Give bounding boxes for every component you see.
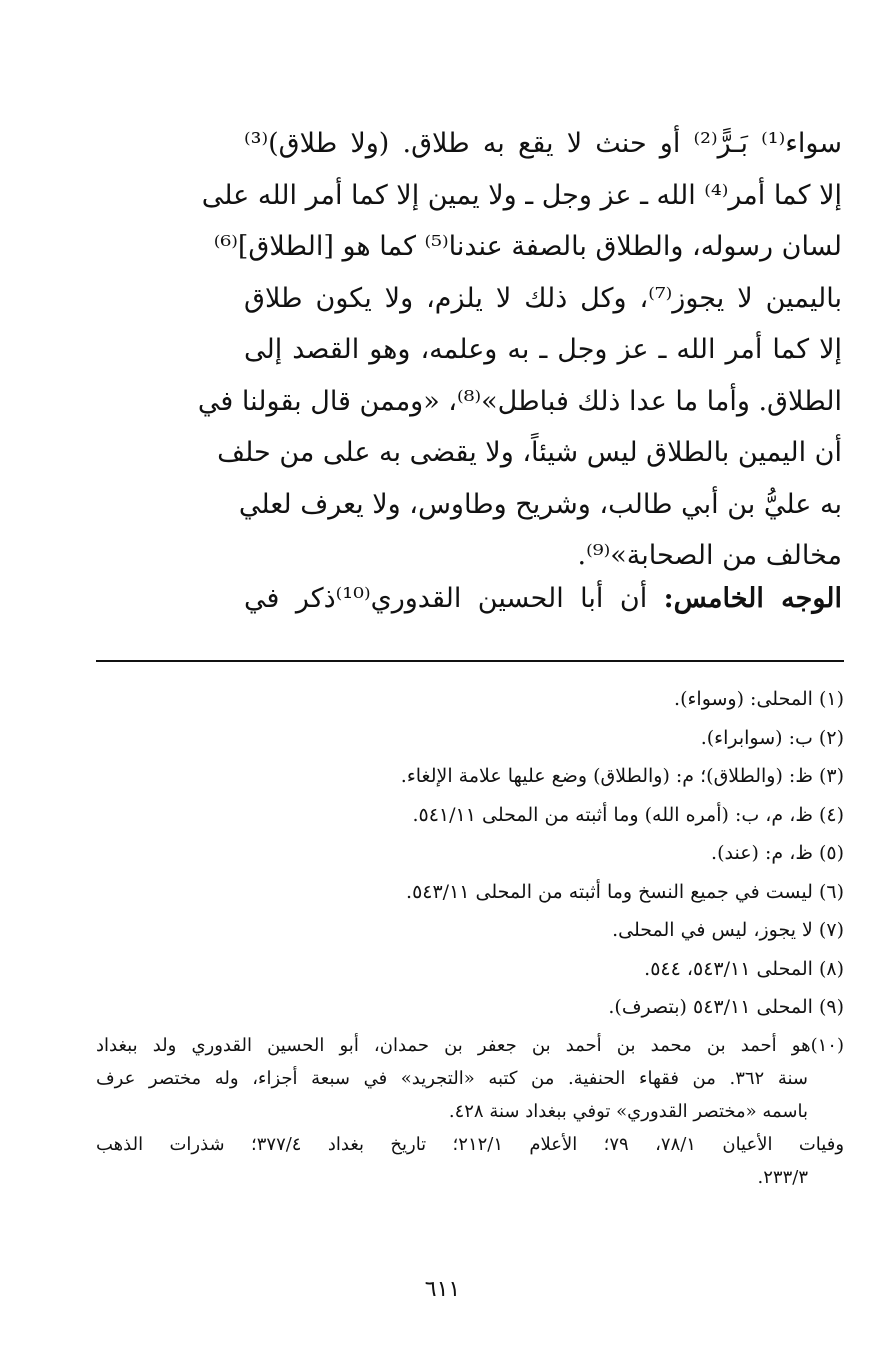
footnote-4: (٤) ظ، م، ب: (أمره الله) وما أثبته من المحلى ٥٤١/١١. [412,803,844,826]
main-text-line: أن اليمين بالطلاق ليس شيئاً، ولا يقضى به على من حلف [217,437,842,468]
main-text-line: الطلاق. وأما ما عدا ذلك فباطل»⁽⁸⁾، «وممن قال بقولنا في [197,385,842,417]
section-heading-text: أن أبا الحسين القدوري⁽¹⁰⁾ذكر في [244,583,664,614]
footnote-10-line: (١٠)هو أحمد بن محمد بن أحمد بن جعفر بن حمدان، أبو الحسين القدوري ولد ببغداد [96,1034,844,1056]
footnote-divider [96,660,844,662]
footnote-9: (٩) المحلى ٥٤٣/١١ (بتصرف). [608,996,844,1018]
footnotes [96,680,844,1194]
main-text-line: لسان رسوله، والطلاق بالصفة عندنا⁽⁵⁾ كما هو [الطلاق]⁽⁶⁾ [213,231,842,262]
footnote-6: (٦) ليست في جميع النسخ وما أثبته من المحلى ٥٤٣/١١. [406,880,844,903]
main-text-line: إلا كما أمر الله ـ عز وجل ـ به وعلمه، وهو القصد إلى [244,334,842,365]
footnote-5: (٥) ظ، م: (عند). [711,842,844,864]
footnote-8: (٨) المحلى ٥٤٣/١١، ٥٤٤. [644,957,844,980]
section-heading-label: الوجه الخامس: [663,583,843,614]
main-text-line: باليمين لا يجوز⁽⁷⁾، وكل ذلك لا يلزم، ولا يكون طلاق [244,282,842,314]
section-heading [244,574,842,624]
main-text [197,118,842,582]
footnote-3: (٣) ظ: (والطلاق)؛ م: (والطلاق) وضع عليها علامة الإلغاء. [400,765,844,787]
page-number: ٦١١ [424,1277,461,1302]
footnote-1: (١) المحلى: (وسواء). [674,688,844,710]
footnote-10-line: ٢٣٣/٣. [757,1166,808,1188]
footnote-10 [96,1029,844,1194]
main-text-line: إلا كما أمر⁽⁴⁾ الله ـ عز وجل ـ ولا يمين إلا كما أمر الله على [201,179,842,211]
footnote-10-line: وفيات الأعيان ٧٨/١، ٧٩؛ الأعلام ٢١٢/١؛ تاريخ بغداد ٣٧٧/٤؛ شذرات الذهب [96,1133,845,1155]
footnote-10-line: باسمه «مختصر القدوري» توفي ببغداد سنة ٤٢٨. [448,1100,808,1122]
footnote-10-line: سنة ٣٦٢. من فقهاء الحنفية. من كتبه «التجريد» في سبعة أجزاء، وله مختصر عرف [96,1067,808,1089]
main-text-line: به عليُّ بن أبي طالب، وشريح وطاوس، ولا يعرف لعلي [238,488,842,520]
footnote-2: (٢) ب: (سوابراء). [700,726,844,749]
main-text-line: مخالف من الصحابة»⁽⁹⁾. [577,540,842,571]
footnote-7: (٧) لا يجوز، ليس في المحلى. [612,919,844,941]
main-text-line: سواء⁽¹⁾ بَـرًّ⁽²⁾ أو حنث لا يقع به طلاق. (ولا طلاق)⁽³⁾ [244,128,842,159]
